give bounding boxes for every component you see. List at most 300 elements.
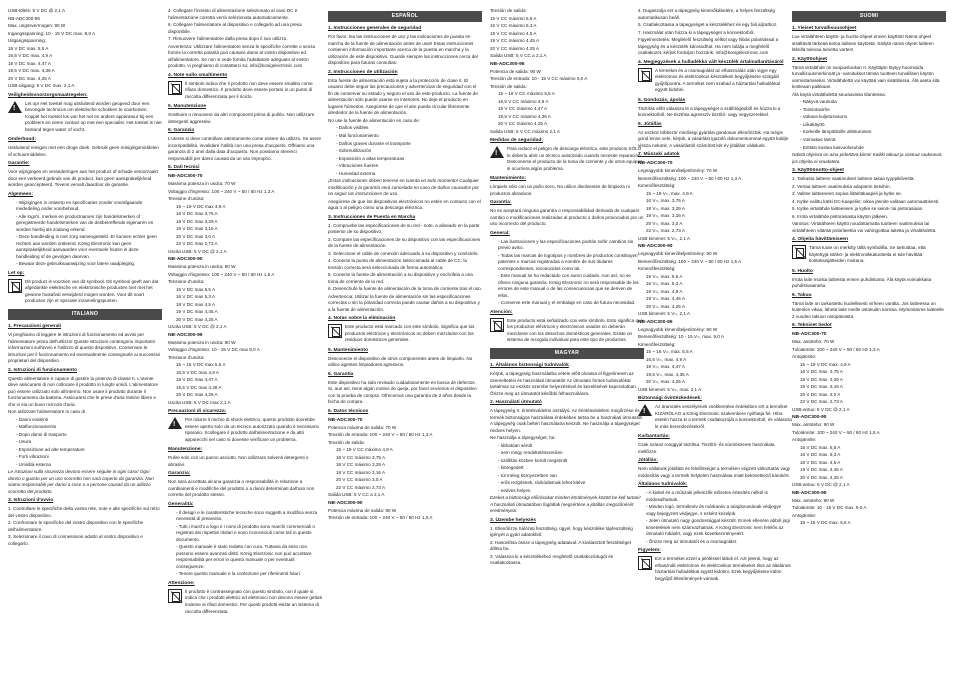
list-item: USB-uitgang: 5 V DC max. 2,1 A [8, 83, 75, 89]
spec-line: 18 V=, max. 4,5 A [646, 288, 683, 294]
list-item: 2. Compare las especificaciones de su dispositivo con las especificaciones de la fuente de alimentación. [328, 236, 481, 249]
list-item: Ingangsspanning: 10 - 15 V DC max. 9,0 A [8, 30, 96, 36]
section-heading: Biztonsági óvintézkedések: [638, 396, 702, 402]
section-heading: Precauzioni di sicurezza: [168, 409, 227, 415]
spec-line: 20 V DC max. 3,0 A [800, 391, 841, 397]
column-spanish [328, 8, 482, 676]
list-item: 3. Válassza ki a készülékéhez megfelelő csatlakozódugót és csatlakoztassa. [490, 553, 614, 566]
section-heading: 6. Garantía [328, 371, 354, 377]
section-heading: 6. Tekniset tiedot [792, 323, 832, 329]
spec-line: Max. antoteho: 90 W [792, 497, 835, 503]
section-heading: 5. Mantenimiento [328, 347, 368, 353]
spec-line: 18 V DC max. 3,29 A [800, 376, 843, 382]
spec-line: 19 V DC max. 3,16 A [800, 384, 843, 390]
spec-line: 20 V DC max. 4,25 A [800, 474, 843, 480]
paragraph: Este dispositivo ha sido revisado cuidadosamente en busca de defectos. Si, aun así, tiene algún motivo de queja, por favor envíenos el dispositivo con la prueba de compra. Ofrecemos una garantía de 2 años desde la fecha de compra. [328, 379, 477, 405]
spec-line: 20 V DC max 4,25 A [176, 392, 218, 398]
paragraph: Este producto está marcado con este símbolo. Significa que los productos eléctricos y electrónicos no deben mezclarse con los residuos domésticos generales. [345, 324, 475, 343]
list-item: 3. Seleccione el cable de conexión adecuado a su dispositivo y conéctelo. [328, 250, 479, 256]
list-item: - kiöregedett [498, 465, 524, 471]
paragraph: Le istruzioni sulla sicurezza devono essere seguite in ogni caso! Ogni danno o guasto per un uso scorretto non sarà coperto da garanzia. Non siamo responsabili per danni a cose o a persone causati da un utilizzo scorretto del prodotto. [8, 469, 154, 494]
spec-line: 16,5 V=, max. 4,9 A [646, 356, 687, 362]
spec-line: Tuloiännite: 100 ~ 240 V ~ 50 / 60 Hz 1,5 A [792, 429, 880, 435]
section-heading: 5. Manutenzione [168, 104, 207, 110]
spec-line: 18 V CC máximo 3,29 A [336, 462, 386, 468]
language-band: ITALIANO [8, 309, 162, 320]
wheelie-bin-icon [490, 318, 504, 332]
list-item: - Minden logó, terméknév és márkanév a tulajdonosának védjegye vagy bejegyzett védjegye, s ezként kezeljük. [646, 504, 782, 516]
spec-line: Uscita USB: 5 V DC @ 2,1 A [168, 248, 227, 254]
wheelie-bin-icon [638, 68, 652, 82]
list-item: - Humedad externa [336, 170, 376, 176]
paragraph: Avvertenza: Utilizzare l'alimentatore senza le specifiche corrette o senza fornire la corretta polarità può causare danni al vostro dispositivo ed all'alimentatore. Se non si vede fornita l'adattatore adeguato al vostro prodotto, vi preghiamo di contattarci su: info@konigelectronic.com [168, 43, 316, 69]
paragraph: Il prodotto è contrassegnato con questo simbolo, con il quale si indica che i prodotti elettrici ed elettronici non devono essere gettati insieme ai rifiuti domestici. Per questi prodotti esiste un sistema di raccolta differenziata. [185, 588, 322, 614]
spec-line: Tensione d'uscita: [168, 354, 205, 360]
list-item: 15 V CC máximo 5,5 A [490, 15, 537, 21]
column-italian [168, 8, 322, 676]
paragraph: Let op! Het toestel mag uitsluitend worden geopend door een bevoegde technicus om elektrische schokken te voorkomen. Koppel het toestel los van het net en andere apparatuur bij een probleem en neem contact op met een specialist. Het toestel is niet bestand tegen water of vocht. [25, 100, 162, 132]
list-item: - Mal funcionamiento [336, 132, 379, 138]
section-heading: Algemeen: [8, 191, 34, 197]
list-item: NB-ADC300-95 [8, 15, 40, 21]
list-item: - Sobreutilización [336, 148, 372, 154]
spec-line: Kimenőfeszültség: [638, 341, 676, 347]
wheelie-bin-icon [638, 556, 652, 570]
list-item: - Alle logo's, merken en productnamen zijn handelsmerken of geregistreerde handelsmerken van de desbetreffende eigenaren en worden hierbij als zodanig erkend. [16, 213, 154, 232]
bullet-list [8, 200, 162, 268]
spec-line: Max. antoteho: 90 W [792, 422, 835, 428]
list-item: - Wijzigingen in ontwerp en specificaties zonder voorafgaande mededeling onder voorbehoud. [16, 199, 143, 212]
spec-line: 20 V DC max 3,0 A [176, 233, 216, 239]
spec-line: Massima potenza in uscita: 90 W [168, 264, 236, 270]
section-heading: Atención: [490, 309, 513, 315]
paragraph: Az eszköz többször minőségi gyártási gondosan ellenőriztük. Ha mégis gond lenne vele, kérjük, a vásárlást igazoló dokumentummal együtt küldje vissza nekünk. A vásárlástól számított két év jótállást vállalunk. [638, 129, 789, 148]
list-item: - Őrizze meg az útmutatót és a csomagolást. [646, 538, 738, 544]
section-heading: 3. Istruzioni d'avvio [8, 498, 54, 504]
language-band: SUOMI [792, 11, 946, 22]
model-id: NB-ADC300-90 [792, 415, 827, 421]
section-heading: Veiligheidsvoorzorgsmaatregelen: [8, 92, 88, 98]
paragraph: Tämä laite on tarkastettu huolellisesti virheen varalta. Jos laitteessa on kuitenkin vikaa, lähetä laite meille ostokuitin kanssa. Myönnämme laitteelle 2 vuoden takuun ostopäivästä. [792, 300, 944, 319]
spec-line: Bemenőfeszültség: 100 ~ 240 V ~ 50 / 60 Hz 1,5 A [638, 258, 742, 264]
spec-line: Antojännite: [792, 354, 817, 360]
bullet-list [490, 443, 644, 495]
section-heading: 1. Általános biztonsági tudnivalók [490, 363, 569, 369]
model-id: NB-ADC300-90 [168, 257, 203, 263]
list-item: - Toimintavirhe [800, 106, 830, 112]
spec-line: 20 V CC máximo 3,0 A [336, 477, 383, 483]
paragraph: Per ridurre il rischio di shock elettrico, questo prodotto dovrebbe essere aperto solo da un tecnico autorizzato quando è necessario riparario. Scollegare il prodotto dall'alimentazione e da altri apparecchi nel caso si dovesse verificare un problema. [185, 417, 320, 442]
paragraph: Uitsluitend reinigen met een droge doek. Gebruik geen reinigingsmiddelen of schuurmiddelen. [8, 145, 159, 157]
paragraph: Tisztítás előtt válassza le a tápegységet a szállítógépből és húzza ki a konnektorból. Ne tisztítsa agresszív tisztító- vagy vegyszerekkel. [638, 105, 781, 118]
list-item: - Este manual se ha redactado con sumo cuidado. Aun así, no se ofrece ninguna garantía. König Electronic no será responsable de los errores de este manual o de las consecuencias que se deriven de ellos. [498, 273, 639, 298]
list-item: 1. Ellenőrizze hálózati feszültség, ügyel, hogy készüléke tápfeszültség igényét a gyári adatokból. [490, 525, 633, 538]
paragraph: Límpielo sólo con un paño seco. No utilice disolventes de limpieza ni productos abrasivos. [490, 184, 630, 196]
paragraph: Voor wijzigingen en veranderingen aan het product of schade veroorzaakt door een verkeerd gebruik van dit product, kan geen aansprakelijkheid worden geaccepteerd. Tevens vervalt daardoor de garantie. [8, 169, 158, 188]
spec-line: Tensión de entrada: 10 - 15 V CC máximo 9,0 A [490, 76, 588, 82]
section-heading: 3. Instrucciones de Puesta en Marcha [328, 214, 416, 220]
spec-line: USB kimenet: 5 V=, max. 2,1 A [638, 386, 702, 392]
list-item: 1. Tarkasta laitteen vaatimukset laitteen takaa tyyppikilvestä. [792, 176, 915, 181]
spec-line: 18 V CC máximo 4,47 A [498, 106, 548, 112]
section-heading: 3. Käyttöönotto-ohjeet [792, 168, 844, 174]
spec-line: Potencia máxima de salida: 90 W [328, 507, 397, 513]
list-item: 5. Conecte la fuente de alimentación a su dispositivo y enchúfela a una toma de corriente de la red. [328, 272, 473, 284]
spec-line: 16 V=, max. 5,3 A [646, 281, 683, 287]
list-item: - Jelen útmutató nagy gondossággal készült. Ennek ellenére abból jogi követelések nem származhatnak. A König Electronic nem felelős az útmutató hibáiért, vagy ezek következményeiért. [646, 518, 790, 537]
paragraph: Ne használja a tápegységet, ha: [490, 435, 556, 441]
spec-line: 22 V CC máximo 2,73 A [336, 484, 386, 490]
numbered-list [328, 223, 482, 293]
paragraph: No use la fuente de alimentación en caso de: [328, 117, 420, 123]
spec-line: 22 V DC max. 2,73 A [800, 399, 843, 405]
paragraph: Para reducir el peligro de descarga eléctrica, este producto SÓLO lo debería abrir un técnico autorizado cuando necesite reparación. Desconecte el producto de la toma de corriente y de otros equipos si ocurriera algún problema. [507, 146, 643, 171]
wheelie-bin-icon [328, 324, 342, 338]
spec-line: 19 V DC max 3,16 A [176, 226, 218, 232]
list-item: 19 V CC máximo 4,45 A [490, 38, 540, 44]
spec-line: 22 V=, max. 2,73 A [646, 228, 685, 234]
spec-line: 16 V CC máximo 3,75 A [336, 454, 386, 460]
paragraph: Irrota laite muista laitteista ennen puhdistusta. Älä käytä voimakkaita puhdistusaineita. [792, 276, 932, 289]
bullet-list [328, 125, 482, 177]
spec-line: 16,5 V DC max 4,9 A [176, 369, 219, 375]
warning-block [168, 417, 322, 444]
paragraph: Non utilizzare l'alimentatore in caso di [8, 409, 85, 415]
spec-line: Salida USB: 5 V CC a 2,1 A [328, 492, 385, 498]
model-specs [490, 62, 644, 136]
paragraph: Este producto está señalizado con este símbolo. Esto significa que los productos eléctricos y electrónicos usados no deberán mezclarse con los desechos domésticos generales. Existe un sistema de recogida individual para este tipo de productos. [507, 317, 644, 343]
spec-line: Tensión de entrada: 100 ~ 240 V ~ 50 / 60 Hz 1,5 A [328, 515, 433, 521]
disposal-block [168, 589, 322, 616]
spec-line: 20 V=, max. 4,25 A [646, 303, 685, 309]
section-heading: 1. Instrucciones generales de seguridad [328, 26, 422, 32]
spec-line: 20 V=, max. 3,0 A [646, 220, 683, 226]
section-heading: 5. Huolto [792, 268, 813, 274]
spec-line: 19,5 V CC máximo 4,36 A [498, 113, 551, 119]
spec-line: Tuloiännite: 10 - 15 V DC max. 9,0 A [792, 505, 867, 511]
column-hungarian [638, 8, 792, 676]
spec-line: 19 V=, max. 4,45 A [646, 296, 685, 302]
paragraph: L'utente si deve controllare attentamente come essere da utilizzo. Se avere incompatibilità, invalidare l'utilità con una presa d'acquisto. Offriamo una garanzia di 2 anni dalla data d'acquisto. Non possiamo ritenerci responsabili per danni causati da un uso improprio. [168, 136, 322, 161]
spec-line: Legnagyobb kimenőteljesítmény: 90 W [638, 326, 718, 332]
section-heading: General: [490, 230, 510, 236]
section-heading: 4. Ohjeita hävittämiseen [792, 237, 848, 243]
paragraph: Desconecte el dispositivo de otros componentes antes de limpiarlo. No utilice agentes limpiadores agresivos. [328, 355, 473, 368]
paragraph: Non sarà accettata alcuna garanzia o responsabilità in relazione a cambiamenti e modifiche del prodotto o a danni determinati dall'uso non corretto del prodotto stesso. [168, 479, 315, 498]
section-heading: 1. Precauzioni generali [8, 324, 62, 330]
list-item: - Exposición a altas temperaturas [336, 155, 405, 161]
paragraph: Ezt a terméket ezzel a jelöléssel láttuk el. Azt jelenti, hogy az elhasznált elektromos és elektronikus termékeket tilos az általános háztartási hulladékkal együtt kidobni. Ezek begyűjtésére külön begyűjtő létesítmények vannak. [655, 556, 791, 581]
warning-icon: ! [490, 146, 504, 158]
list-item: 18 V CC máximo 4,5 A [490, 30, 537, 36]
model-id: NB-ADC300-90 [638, 244, 673, 250]
list-item: 6. Collegare l'alimentatore al dispositivo e collegarlo ad una presa disponibile. [168, 22, 302, 34]
wheelie-bin-icon [8, 279, 22, 293]
spec-line: 15 ~ 16 V=, max. 5,5 A [646, 349, 693, 355]
paragraph: Por favor, lea las instrucciones de uso y las indicaciones de puesta en marcha de la fuente de alimentación antes de usar! Estas instrucciones contienen información importante acerca de la puesta en marcha y la utilización de este dispositivo. Guarde siempre las instrucciones cerca del dispositivo para futuras consultas. [328, 34, 478, 66]
section-heading: Garantía: [490, 200, 512, 206]
wheelie-bin-icon [792, 245, 806, 259]
spec-line: 18 V=, max. 3,29 A [646, 205, 685, 211]
list-item: - túl meleg környezetben van [498, 472, 557, 478]
section-heading: 7. Műszaki adatok [638, 152, 680, 158]
spec-line: Kimenőfeszültség: [638, 183, 676, 189]
spec-line: Max. antoteho: 70 W [792, 339, 835, 345]
paragraph: Älä käytä virtalähdettä seuraavissa tilanteissa: [792, 91, 886, 97]
section-heading: Manutenzione: [168, 447, 203, 453]
list-item: 20 V CC máximo 4,25 A [490, 45, 540, 51]
model-specs [792, 332, 946, 527]
warning-block [638, 404, 792, 431]
list-item: - Usura [16, 439, 32, 445]
disposal-block [638, 68, 792, 95]
spec-line: 16,5 V CC máximo 4,9 A [498, 98, 549, 104]
model-id: NB-ADC300-95 [638, 319, 673, 325]
numbered-list [490, 526, 644, 567]
paragraph: Varoitus: Virtalähteen käyttö noudattamatta tuotteen vaatimuksia tai virtalähteen väärää polariteettia voi vahingoittaa laitetta ja virtalähdettä. [792, 221, 937, 233]
paragraph: Questo alimentatore è capace di gestire la potenza di classe II. L'utente deve assicurarsi di non collocare il prodotto in luoghi umidi. L'alimentatore può essere utilizzato solo all'interno. Non usare il prodotto durante il funzionamento da batteria. Assicurarsi che le prese d'aria restino libere e che vi sia un buon ricircolo d'aria. [8, 375, 158, 407]
spec-line: Voltaggio d'ingresso: 100 ~ 240 V ~ 50 / 60 Hz 1,3 A [168, 188, 275, 194]
section-heading: 4. Note sullo smaltimento [168, 72, 228, 78]
paragraph: Näistä ohjeista on aina pidettävä kiinni! Kaikki takuut ja vastuut raukeavat, jos ohjeita ei noudateta. [792, 152, 943, 164]
list-item: - Erittäin kostea kasvuolosuhde [800, 144, 864, 150]
section-heading: 2. Instrucciones de utilización [328, 69, 398, 75]
model-id: NB-ADC300-70 [328, 417, 363, 423]
paragraph: Kérjük, a tápegység használatba vétele előtt olvassa el figyelmesen az üzemeltetési és használati útmutatót! Az útmutató fontos tudnivalókat tartalmaz az eszköz üzembe helyezésével és kezelésével kapcsolatban. Őrizze meg az útmutatót későbbi felhasználásra. [490, 371, 638, 396]
list-item: 19,5 V DC max. 4,36 A [8, 68, 55, 74]
spec-line: Bemenőfeszültség: 100 ~ 240 V ~ 50 / 60 Hz 1,3 A [638, 175, 742, 181]
spec-line: 15 ~ 19 V DC max 4,9 A [176, 203, 226, 209]
spec-line: Tuloiännite: 100 ~ 240 V ~ 50 / 60 Hz 1,3 A [792, 346, 880, 352]
paragraph: A terméket és a csomagolást az elhasználás után vigye egy elektromos és elektronikus készülékek begyűjtésére szolgáló gyűjtőpontra. A terméket nem szabad a háztartási hulladékkal együtt kidobni. [655, 67, 781, 93]
section-heading: 4. Megjegyzések a hulladékká vált készülék ártalmatlanításáról [638, 59, 784, 65]
section-heading: Let op: [8, 270, 25, 276]
disposal-block [328, 324, 482, 345]
list-item: - Esposizione ad alte temperature [16, 446, 85, 452]
list-item: - Daños visibles [336, 125, 369, 131]
list-item: 6. Irrota virtalähde pistorasiasta käytön jälkeen. [792, 213, 889, 219]
spec-line: Massima potenza in uscita: 70 W [168, 181, 236, 187]
spec-line: 19,5 V=, max. 4,36 A [646, 371, 689, 377]
spec-line: 19 V DC max. 4,45 A [800, 467, 843, 473]
paragraph: Sostituire o rimuovere da altri componenti prima di pulirlo. Non utilizzare detergenti aggressivi. [168, 112, 315, 124]
spec-line: Voltaggio d'ingresso: 100 ~ 240 V ~ 50 / 60 Hz 1,5 A [168, 271, 275, 277]
list-item: - Vakava kuljetusvaurio [800, 114, 848, 120]
list-item: Tensión de salida: [490, 8, 527, 13]
warning-icon: ! [168, 417, 182, 429]
model-id: NB-ADC300-95 [168, 332, 203, 338]
section-heading: Jótállás: [638, 458, 658, 464]
list-item: - Danni evidenti [16, 416, 48, 422]
list-item: - Las ilustraciones y las especificaciones podrán sufrir cambios sin previo aviso. [498, 238, 634, 251]
spec-line: 16 V DC max. 3,75 A [800, 369, 843, 375]
spec-line: Tensione d'uscita: [168, 196, 205, 202]
model-specs [328, 418, 482, 522]
list-item: - Bewaar deze gebruiksaanwijzing voor latere raadpleging. [16, 261, 136, 267]
paragraph: Figyelmeztetés: Megfelelő feszültség nélkül vagy hibás polaritással a tápegység és a készülék károsodhat. Ha nem találja a megfelelő csatlakozót, kérjük forduljon hozzánk: info@konigelectronic.com [638, 37, 779, 56]
list-item: - Tutti i marchi a logo e i nomi di prodotto sono marchi commerciali o registrati dei rispettivi titolari e sono riconosciuti come tali in questo documento. [176, 523, 315, 542]
list-item: 5. Kytke virtalähde laitteeseen ja kytke se seinä- tai pistorasiaan. [792, 206, 924, 212]
list-item: - Umidità esterna [16, 461, 51, 467]
paragraph: A tápegység II. érintésvédelmi osztályú. Az érintésvédelem megőrzése és a termék biztonságos használata érdekében tartsa be a használati útmutatót. A tápegység csak beltéri használatra készült. Ne használja a tápegységet nedves helyen. [490, 408, 644, 433]
spec-line: 16 V=, max. 3,75 A [646, 198, 685, 204]
paragraph: No se aceptará ninguna garantía o responsabilidad derivada de cualquier cambio o modificaciones realizadas al producto o daños provocados por un uso incorrecto del producto. [490, 208, 644, 227]
list-item: 18 V DC max. 4,47 A [8, 60, 51, 66]
numbered-list [168, 8, 322, 43]
spec-line: 15 ~ 19 V=, max. 4,9 A [646, 190, 693, 196]
list-item: - Tenere questo manuale e la confezione per riferimenti futuri. [176, 571, 302, 577]
paragraph: Tämä tuote on merkitty tällä symbolilla. Se tarkoittaa, että käytettyjä sähkö- ja elektroniikkatuotteita ei tule hävittää kotitalousjätteiden mukana. [809, 245, 926, 264]
paragraph: ¡Estas indicaciones deben tenerse en cuenta en todo momento! Cualquier modificación y la garantía será cancelada en caso de daños causados por no seguir las instrucciones de uso. [328, 178, 479, 197]
spec-line: 19,5 V DC max 4,36 A [176, 384, 222, 390]
spec-line: 18 V=, max. 4,47 A [646, 364, 685, 370]
section-heading: Medidas de seguridad: [490, 138, 543, 144]
list-item: - erős rezgésnek, rázkódásnak lehet kitéve [498, 480, 586, 486]
model-specs [168, 174, 322, 406]
numbered-list [638, 8, 792, 36]
spec-line: 19 V CC máximo 3,16 A [336, 469, 386, 475]
spec-line: 15 V DC max. 5,5 A [800, 444, 841, 450]
list-item: 1. Compruebe las especificaciones de su red - note, a alineado en la parte posterior de su dispositivo. [328, 222, 480, 235]
list-item: - nedves helyen [498, 487, 531, 493]
spec-line: 15 ~ 16 V DC max 5,5 A [176, 362, 226, 368]
spec-line: 15 ~ 16 V CC máximo 5,5 A [498, 91, 555, 97]
section-heading: Általános tudnivalók: [638, 482, 688, 488]
paragraph: Vi preghiamo di leggere le istruzioni di funzionamento ed avvisi per l'alimentatore prima dell'utilizzo! Queste istruzioni contengono importanti informazioni sull'avvio e l'utilizzo di questo dispositivo. Conservare le istruzioni per il funzionamento ed eventualmente consegnarle ai successivi proprietari del dispositivo. [8, 332, 160, 364]
spec-line: Tensión de salida: [490, 83, 527, 89]
spec-line: 15 ~ 19 V CC máximo 4,9 A [336, 447, 393, 453]
list-item: 15 V DC max. 5,5 A [8, 45, 49, 51]
list-item: - Malfunzionamento [16, 424, 57, 430]
spec-line: 22 V DC max 2,73 A [176, 241, 218, 247]
model-id: NB-ADC300-90 [328, 500, 363, 506]
section-heading: Garantie: [8, 161, 30, 167]
spec-line: Uscita USB: 5 V DC max 2,1 A [168, 399, 231, 405]
section-heading: 1. Yleiset turvallisuusohjeet [792, 26, 857, 32]
column-spanish-hungarian [490, 8, 644, 676]
list-item: - Vibraciones fuertes [336, 163, 379, 169]
column-dutch-italian [8, 8, 162, 676]
warning-block [8, 101, 162, 135]
paragraph: Il simbolo indica che il prodotto non deve essere smaltito come rifiuto domestico. Il prodotto deve essere portato in un punto di raccolta differenziata per il riciclo. [185, 80, 313, 99]
section-heading: Onderhoud: [8, 137, 36, 143]
list-item: - Il design e le caratteristiche tecniche sono soggetti a modifica senza necessità di preavviso. [176, 509, 318, 522]
paragraph: Lue virtalähteen käyttö- ja huolto-ohjeet ennen käyttöä! Nämä ohjeet sisältävät tärkeää tietoa laitteen käytöstä. Säilytä nämä ohjeet laitteen lähellä tulevaa tarvetta varten! [792, 34, 934, 53]
list-item: - Forti vibrazioni [16, 454, 49, 460]
section-heading: Attenzione: [168, 581, 195, 586]
paragraph: Nem vállalunk jótállást és felelősséget a terméken végzett változtatás vagy módosítás vagy a termék helytelen használata miatt bekövetkező károkért. [638, 466, 791, 478]
model-id: NB-ADC300-70 [168, 174, 203, 180]
warning-block [490, 146, 644, 173]
section-heading: 5. Gondozás, ápolás [638, 97, 686, 103]
spec-line: Legnagyobb kimenőteljesítmény: 70 W [638, 168, 718, 174]
spec-line: 15 V DC max 5,5 A [176, 286, 216, 292]
spec-line: 20 V CC máximo 4,25 A [498, 121, 548, 127]
section-heading: Mantenimiento: [490, 176, 527, 182]
wheelie-bin-icon [168, 81, 182, 95]
disposal-block [638, 556, 792, 583]
list-item: - nem megy rendeltetésszerűen [498, 450, 563, 456]
bullet-list [168, 510, 322, 578]
spec-line: Voltaggio d'ingresso: 10 - 15 V DC max 9,0 A [168, 347, 260, 353]
section-heading: 2. Használati útmutató [490, 400, 542, 406]
language-band: MAGYAR [490, 348, 644, 359]
spec-line: Bemenőfeszültség: 10 - 15 V=, max. 9,0 A [638, 334, 724, 340]
spec-line: Potencia máxima de salida: 70 W [328, 424, 397, 430]
disposal-block [8, 279, 162, 306]
model-id: NB-ADC300-70 [638, 161, 673, 167]
section-heading: Garanzia: [168, 471, 191, 477]
spec-line: Tensión de salida: [328, 439, 365, 445]
list-item: 2. Confrontare le specifiche del vostro dispositivo con le specifiche dell'alimentatore. [8, 520, 144, 532]
list-item: - láthatóan sérült [498, 442, 533, 448]
list-item: Max. ungssvermogen: 90 W [8, 23, 66, 29]
model-id: NB-ADC300-95 [490, 61, 525, 67]
spec-line: Salida USB: 5 V CC máximo 2,1 A [490, 128, 560, 134]
list-item: - Deze handleiding is met zorg samengesteld. Er kunnen echter geen rechten aan worden ontleend. König Electronic kan geen aansprakelijkheid aanvaarden voor eventuele fouten in deze handleiding of de gevolgen daarvan. [16, 234, 157, 259]
numbered-list [8, 506, 162, 547]
bullet-list [8, 417, 162, 469]
list-item: - Voimakas tärinä [800, 136, 836, 142]
section-heading: 6. Jótállás [638, 121, 662, 127]
spec-line: 20 V=, max. 4,25 A [646, 379, 685, 385]
list-item: 3. Valitse laitteeseen sopiva liitäntäkaapeli ja kytke se. [792, 191, 902, 197]
spec-line: Massima potenza in uscita: 90 W [168, 339, 236, 345]
list-item: Uitgangsspanning: [8, 38, 47, 44]
paragraph: Esta fuente de alimentación está sujeta a la protección de clase II. El usuario debe seguir las precauciones y advertencias de seguridad con el fin de conservar su estado y seguro el uso de este producto. La fuente de alimentación sólo puede usarse en interiores. No deje el producto en lugares húmedos. Asegúrese de que el aire pueda circular libremente alrededor de la fuente de alimentación. [328, 77, 478, 116]
paragraph: Asegúrese de que los dispositivos electrónicos no estén en contacto con el agua o al peligro como una descarga eléctrica. [328, 198, 481, 211]
section-heading: 6. Datos técnicos [328, 408, 369, 414]
section-heading: Generalità: [168, 501, 194, 507]
list-item: 2. Vertaa laitteen vaatimuksia adapterin tietoihin. [792, 183, 891, 189]
warning-icon: ! [8, 101, 22, 113]
section-heading: Karbantartás: [638, 434, 670, 440]
bullet-list [490, 239, 644, 307]
spec-line: Kimenőfeszültség: [638, 266, 676, 272]
list-item: Salida USB: 5 V CC a 2,1 A [490, 53, 547, 59]
spec-line: Potencia de salida: 90 W [490, 68, 541, 74]
spec-line: 18 V DC max 4,47 A [176, 377, 218, 383]
list-item: 4. Dugaszolja ezt a tápegység kimenőkábelére, a helyes feszültség automatikusan beáll. [638, 8, 775, 20]
disposal-block [490, 318, 644, 345]
paragraph: Tämä virtalähde on suojausluokan II. Käyttäjän täytyy huomioida turvallisuusmerkinnät ja -varoitukset tämän tuotteen turvallisen käytön varmistamiseksi. Virtalähdettä voi käyttää vain sisätiloissa. Älä aseta sitä kosteaan paikkaan. [792, 64, 940, 90]
spec-block [8, 8, 162, 90]
paragraph: Ezeket a biztonsági előírásokat minden körülmények között be kell tartani! A használati útmutatóban foglaltak megsértése a jótállás megszűnését eredményezi. [490, 495, 641, 514]
numbered-list [792, 176, 946, 220]
spec-line: Antojännite: [792, 437, 817, 443]
bullet-list [792, 99, 946, 151]
list-item: - Todas las marcas de logotipos y nombres de productos constituyen patentes o marcas registradas a nombre de sus titulares correspondientes, reconocidos como tal. [498, 252, 638, 271]
list-item: - Näkyvä vaurioita [800, 99, 837, 105]
spec-line: USB-antuu: 5 V DC @ 2,1 A [792, 482, 850, 488]
paragraph: Pulire solo con un panno asciutto. Non utilizzare solventi detergenti o abrasivi. [168, 455, 309, 467]
list-item: 16 V CC máximo 5,3 A [490, 23, 537, 29]
section-heading: 2. Käyttöohjeet [792, 56, 828, 62]
bullet-list [638, 490, 792, 545]
section-heading: 3. Üzembe helyezés [490, 517, 536, 523]
spec-line: 15 V=, max. 5,5 A [646, 273, 683, 279]
model-id: NB-ADC300-95 [792, 490, 827, 496]
spec-line: 15 ~ 16 V DC max. 5,5 A [800, 520, 851, 526]
spec-line: 16 V DC max 5,3 A [176, 294, 216, 300]
spec-line: 15 ~ 19 V DC max. 4,9 A [800, 361, 851, 367]
list-item: 4. Conecte la punta de alimentación seleccionada al cable de CC; la tensión correcta será seleccionada de forma automática. [328, 258, 467, 270]
spec-block [490, 8, 644, 60]
spec-line: Uscita USB: 5 V DC @ 2,1 A [168, 324, 227, 330]
list-item: - Korkeille lämpötiloille altistuminen [800, 129, 872, 135]
spec-line: 20 V DC max 4,25 A [176, 316, 218, 322]
spec-line: Tensión de entrada: 100 ~ 240 V ~ 50 / 60 Hz 1,3 A [328, 432, 433, 438]
